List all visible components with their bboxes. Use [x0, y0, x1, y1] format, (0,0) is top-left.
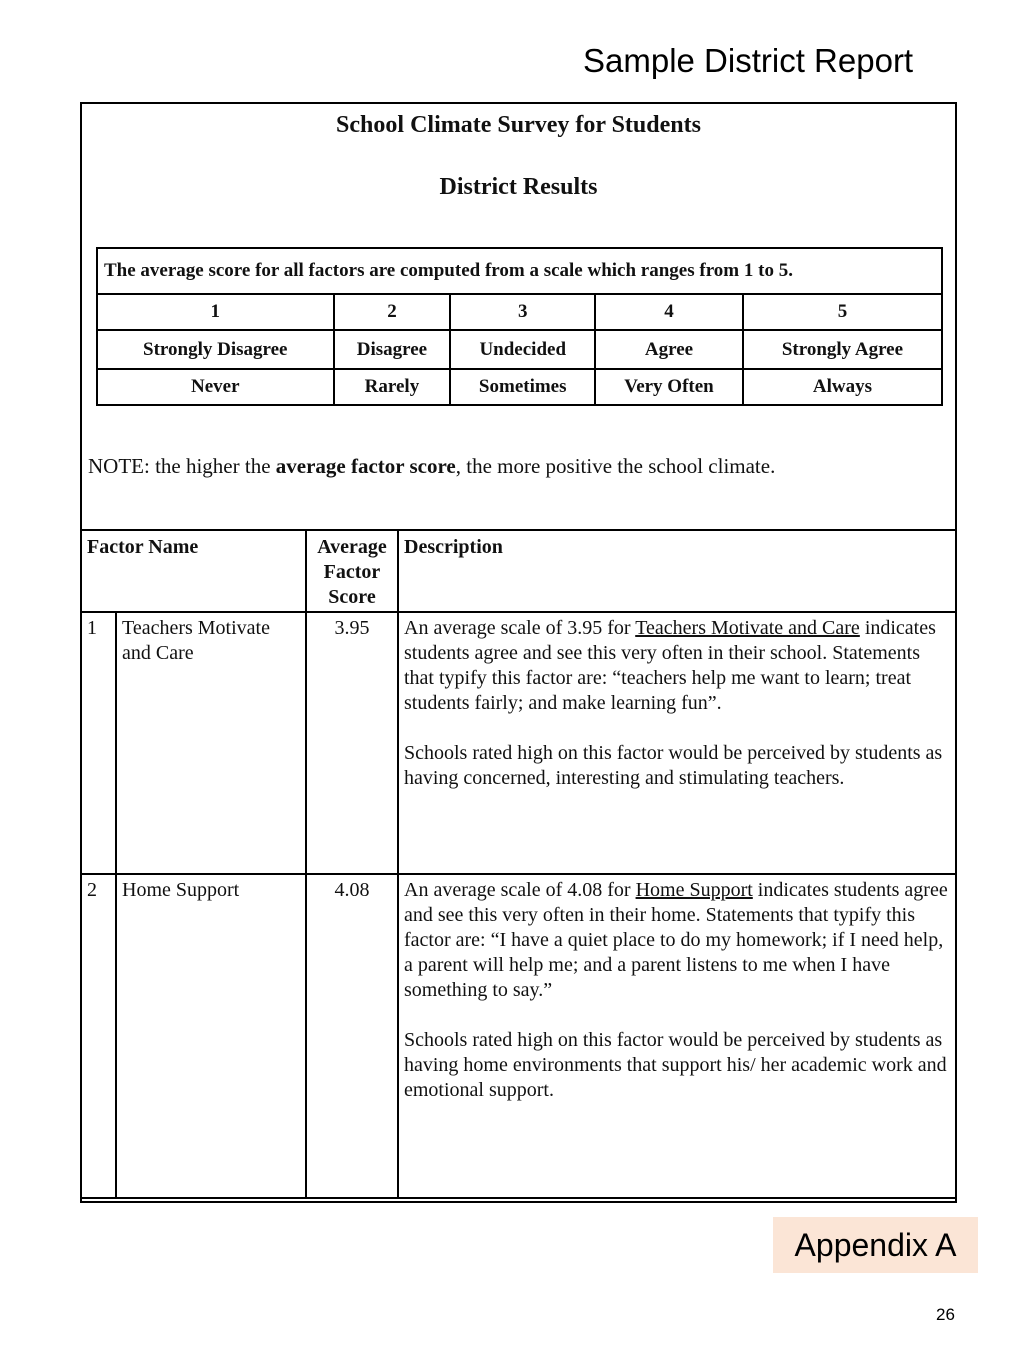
scale-frequency-cell: Always	[743, 369, 942, 405]
factors-table	[80, 529, 957, 1199]
factor-score: 3.95	[306, 612, 398, 874]
scale-number-cell: 4	[595, 294, 743, 330]
description-intro: An average scale of 4.08 for	[404, 879, 636, 901]
scale-number-cell: 2	[334, 294, 451, 330]
description-rest: indicates students agree and see this very often in their school. Statements that typify this factor are: “teachers help me want to learn; treat students fairly; and make learning fun”.	[404, 617, 936, 714]
page-number: 26	[936, 1305, 955, 1324]
description-header: Description	[398, 530, 956, 612]
factor-score: 4.08	[306, 874, 398, 1198]
note-emphasis: average factor score	[275, 454, 456, 478]
factor-description	[398, 612, 956, 874]
scale-frequency-cell: Sometimes	[450, 369, 595, 405]
survey-title: School Climate Survey for Students	[336, 112, 701, 138]
survey-frame	[80, 102, 957, 1203]
description-paragraph-2: Schools rated high on this factor would be perceived by students as having home environments that support his/ her academic work and emotional support.	[404, 1029, 947, 1101]
average-score-header	[306, 530, 398, 612]
scale-agreement-cell: Undecided	[450, 330, 595, 369]
factor-description	[398, 874, 956, 1198]
scale-number-cell: 5	[743, 294, 942, 330]
average-score-header-line: Score	[328, 586, 376, 608]
description-paragraph-2: Schools rated high on this factor would be perceived by students as having concerned, interesting and stimulating teachers.	[404, 742, 943, 789]
description-paragraph	[404, 878, 951, 1003]
scale-frequency-cell: Rarely	[334, 369, 451, 405]
note-suffix: , the more positive the school climate.	[455, 454, 776, 478]
description-factor-name: Teachers Motivate and Care	[635, 617, 860, 639]
note-text	[88, 454, 775, 479]
table-row	[81, 874, 956, 1198]
note-prefix: NOTE: the higher the	[88, 454, 276, 478]
factor-name: Teachers Motivate and Care	[116, 612, 306, 874]
appendix-label: Appendix A	[773, 1217, 978, 1273]
scale-number-cell: 1	[97, 294, 334, 330]
survey-subtitle: District Results	[439, 174, 598, 200]
scale-agreement-cell: Disagree	[334, 330, 451, 369]
report-title: Sample District Report	[583, 42, 914, 79]
description-rest: indicates students agree and see this very often in their home. Statements that typify this factor are: “I have a quiet place to do my homework; if I need help, a parent will help me; and a parent listens to me when I have something to say.”	[404, 879, 948, 1001]
scale-frequency-cell: Very Often	[595, 369, 743, 405]
factor-number: 1	[81, 612, 116, 874]
scale-number-cell: 3	[450, 294, 595, 330]
scale-agreement-cell: Agree	[595, 330, 743, 369]
factor-name-header: Factor Name	[81, 530, 306, 612]
scale-agreement-cell: Strongly Agree	[743, 330, 942, 369]
description-intro: An average scale of 3.95 for	[404, 617, 636, 639]
scale-agreement-cell: Strongly Disagree	[97, 330, 334, 369]
description-paragraph	[404, 616, 951, 716]
scale-table	[96, 247, 943, 406]
factor-name: Home Support	[116, 874, 306, 1198]
scale-frequency-cell: Never	[97, 369, 334, 405]
scale-caption: The average score for all factors are computed from a scale which ranges from 1 to 5.	[97, 248, 942, 294]
factor-number: 2	[81, 874, 116, 1198]
description-factor-name: Home Support	[635, 879, 753, 901]
table-row	[81, 612, 956, 874]
average-score-header-line: Factor	[323, 561, 381, 583]
average-score-header-line: Average	[317, 536, 387, 558]
